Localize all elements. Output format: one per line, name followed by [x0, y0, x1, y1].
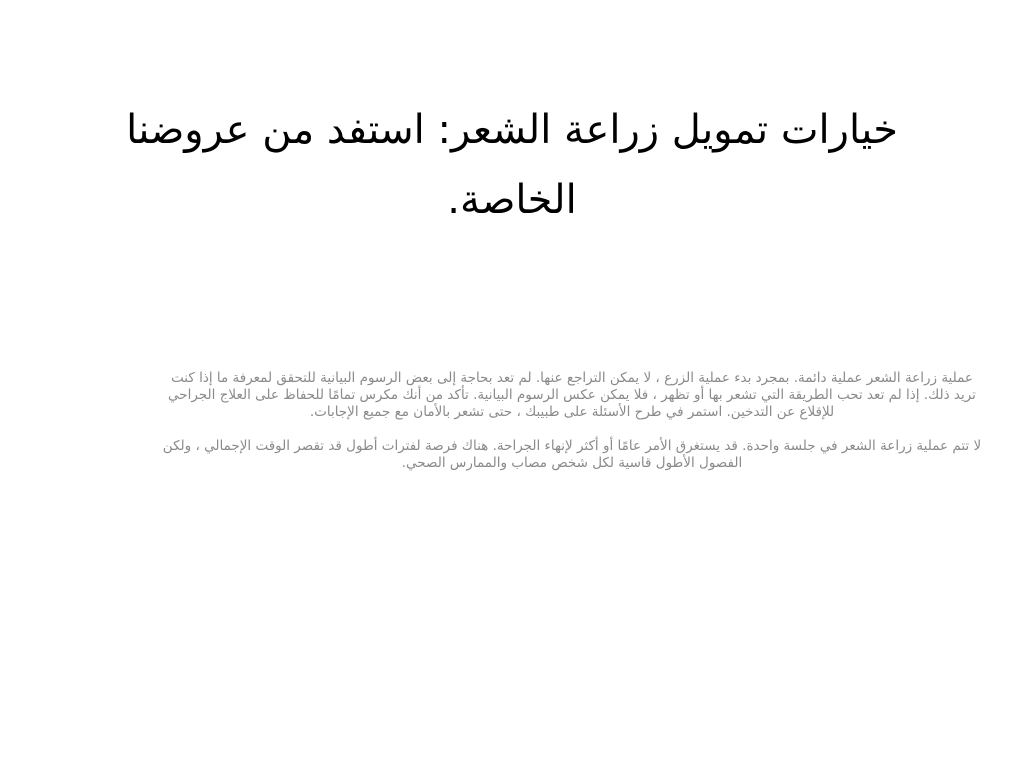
body-paragraph-1: عملية زراعة الشعر عملية دائمة. بمجرد بدء عملية الزرع ، لا يمكن التراجع عنها. لم تعد بحاجة إلى بعض الرسوم البيانية للتحقق لمعرفة ما إذا كنت تريد ذلك. إذا لم تعد تحب الطريقة التي تشعر بها أو تظهر ، فلا يمكن عكس الرسوم البيانية. تأكد من أنك مكرس تمامًا للحفاظ على العلاج الجراحي للإقلاع عن التدخين. استمر في طرح الأسئلة على طبيبك ، حتى تشعر بالأمان مع جميع الإجابات. [168, 370, 976, 420]
slide-title: خيارات تمويل زراعة الشعر: استفد من عروضنا الخاصة. [126, 107, 898, 223]
body-paragraph-2: لا تتم عملية زراعة الشعر في جلسة واحدة. قد يستغرق الأمر عامًا أو أكثر لإنهاء الجراحة. هناك فرصة لفترات أطول قد تقصر الوقت الإجمالي ، ولكن الفصول الأطول قاسية لكل شخص مصاب والممارس الصحي. [162, 438, 982, 471]
slide-body [160, 370, 984, 489]
